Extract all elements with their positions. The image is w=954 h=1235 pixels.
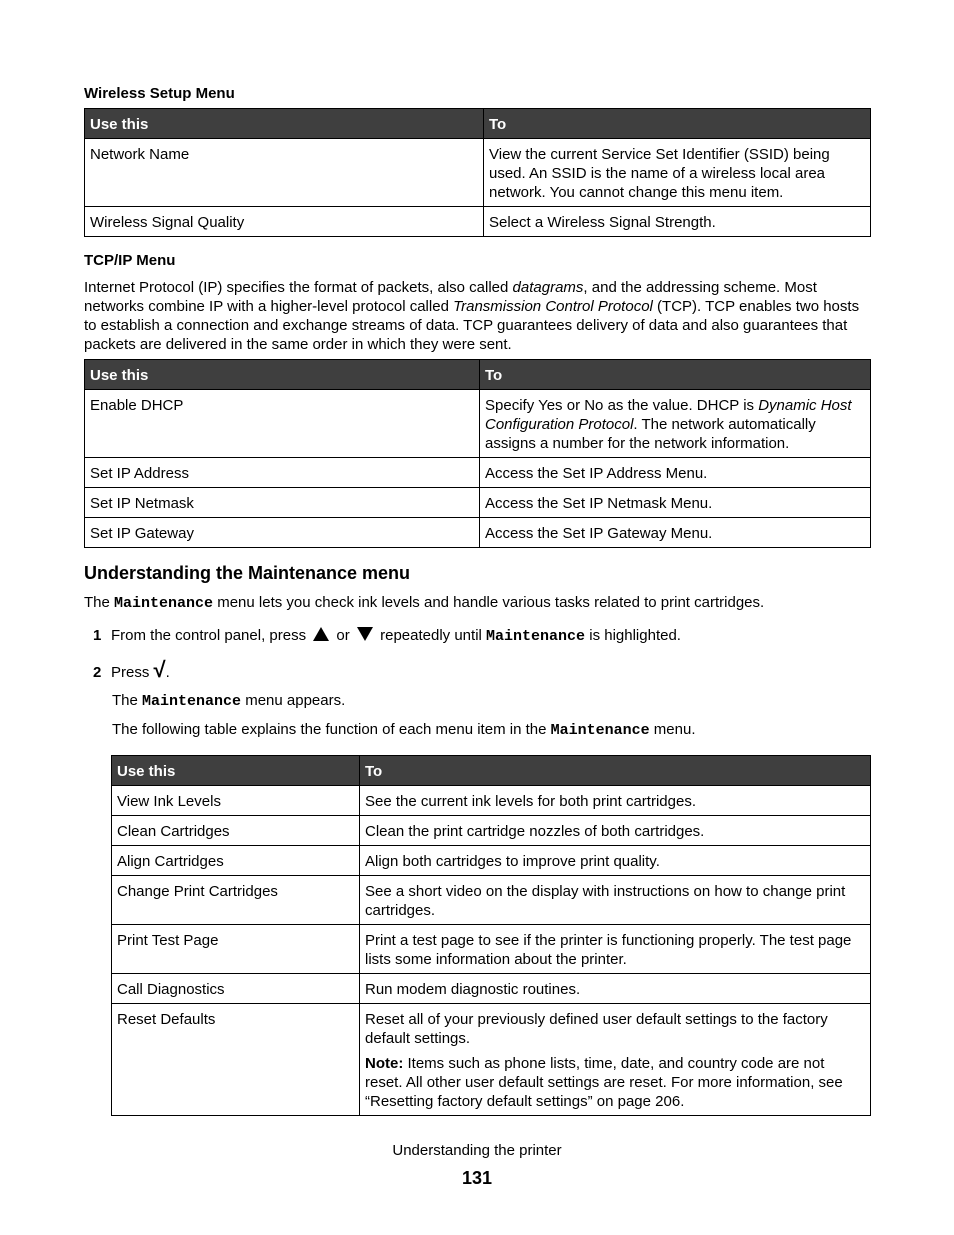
menu-item-description — [480, 390, 871, 458]
step-text: repeatedly until — [375, 627, 487, 644]
page-number: 131 — [461, 1168, 493, 1188]
menu-item-name: Print Test Page — [112, 925, 360, 974]
footer-chapter: Understanding the printer — [392, 1142, 562, 1159]
menu-code: Maintenance — [550, 722, 650, 739]
menu-code: Maintenance — [142, 693, 242, 710]
table-row — [112, 816, 871, 846]
step-2 — [93, 657, 170, 682]
menu-item-description: See the current ink levels for both print cartridges. — [360, 786, 871, 816]
menu-item-description: Select a Wireless Signal Strength. — [484, 207, 871, 237]
menu-item-description: Access the Set IP Gateway Menu. — [480, 518, 871, 548]
intro-text: The — [84, 594, 115, 611]
menu-item-description: Access the Set IP Netmask Menu. — [480, 488, 871, 518]
menu-item-description: View the current Service Set Identifier (SSID) being used. An SSID is the name of a wireless local area network. You cannot change this menu item. — [484, 139, 871, 207]
column-header-to: To — [360, 756, 871, 786]
menu-code: Maintenance — [114, 595, 214, 612]
tcpip-intro — [84, 278, 874, 354]
step-text: . — [165, 664, 170, 681]
table-header-row — [85, 109, 871, 139]
table-row — [85, 518, 871, 548]
step-text: From the control panel, press — [111, 627, 311, 644]
menu-code: Maintenance — [486, 628, 586, 645]
step-text: or — [332, 627, 354, 644]
table-row — [85, 390, 871, 458]
column-header-use-this: Use this — [85, 109, 484, 139]
step-1 — [93, 626, 681, 646]
menu-item-description: See a short video on the display with instructions on how to change print cartridges. — [360, 876, 871, 925]
intro-text: Internet Protocol (IP) specifies the format of packets, also called — [84, 279, 513, 296]
table-row — [112, 846, 871, 876]
menu-item-name: Set IP Address — [85, 458, 480, 488]
menu-item-description: Print a test page to see if the printer is functioning properly. The test page lists some information about the printer. — [360, 925, 871, 974]
tcpip-heading: TCP/IP Menu — [84, 252, 176, 269]
menu-item-name: Set IP Netmask — [85, 488, 480, 518]
column-header-to: To — [480, 360, 871, 390]
step-number: 2 — [93, 664, 102, 681]
table-row — [112, 974, 871, 1004]
wireless-heading: Wireless Setup Menu — [84, 85, 235, 102]
menu-item-name: View Ink Levels — [112, 786, 360, 816]
note — [365, 1054, 865, 1111]
intro-term-datagrams: datagrams — [512, 279, 584, 296]
description-term: Dynamic Host Configuration Protocol — [485, 397, 852, 433]
down-arrow-icon — [357, 627, 373, 641]
column-header-use-this: Use this — [112, 756, 360, 786]
note-text: Items such as phone lists, time, date, and country code are not reset. All other user default settings are reset. For more information, see “Resetting factory default settings” on page 206. — [365, 1055, 843, 1110]
description-text: Specify Yes or No as the value. DHCP is — [485, 397, 759, 414]
tcpip-table — [84, 359, 871, 548]
maintenance-intro — [84, 593, 764, 613]
table-row — [112, 876, 871, 925]
menu-item-name: Call Diagnostics — [112, 974, 360, 1004]
menu-item-description: Access the Set IP Address Menu. — [480, 458, 871, 488]
table-row — [85, 207, 871, 237]
menu-item-description: Align both cartridges to improve print quality. — [360, 846, 871, 876]
step-number: 1 — [93, 627, 102, 644]
menu-item-name: Wireless Signal Quality — [85, 207, 484, 237]
menu-item-description — [360, 1004, 871, 1116]
menu-item-name: Align Cartridges — [112, 846, 360, 876]
table-row — [112, 925, 871, 974]
menu-item-name: Change Print Cartridges — [112, 876, 360, 925]
table-row — [85, 458, 871, 488]
body-text: The following table explains the function of each menu item in the — [112, 721, 551, 738]
up-arrow-icon — [313, 627, 329, 641]
body-text: The — [112, 692, 143, 709]
intro-text: (TCP). TCP enables two hosts to establish a connection and exchange streams of data. TCP guarantees delivery of data and also guarantees that packets are delivered in the same order in which they were sent. — [84, 298, 860, 353]
menu-item-name: Network Name — [85, 139, 484, 207]
table-row — [112, 1004, 871, 1116]
table-row — [112, 786, 871, 816]
maintenance-title: Understanding the Maintenance menu — [84, 563, 411, 583]
column-header-to: To — [484, 109, 871, 139]
table-row — [85, 139, 871, 207]
wireless-table — [84, 108, 871, 237]
menu-item-name: Set IP Gateway — [85, 518, 480, 548]
table-header-row — [85, 360, 871, 390]
description-text: . The network automatically assigns a number for the network information. — [485, 416, 816, 452]
step-text: is highlighted. — [585, 627, 681, 644]
table-intro-text — [112, 720, 696, 740]
intro-text: , and the addressing scheme. Most networks combine IP with a higher-level protocol called — [84, 279, 817, 315]
column-header-use-this: Use this — [85, 360, 480, 390]
body-text: menu. — [649, 721, 696, 738]
intro-term-tcp: Transmission Control Protocol — [453, 298, 653, 315]
menu-appears-text — [112, 691, 345, 711]
checkmark-icon: √ — [153, 657, 166, 682]
table-header-row — [112, 756, 871, 786]
note-label: Note: — [365, 1055, 404, 1072]
description-text: Reset all of your previously defined user default settings to the factory default settings. — [365, 1011, 828, 1047]
maintenance-table — [111, 755, 871, 1116]
menu-item-name: Reset Defaults — [112, 1004, 360, 1116]
step-text: Press — [111, 664, 154, 681]
intro-text: menu lets you check ink levels and handle various tasks related to print cartridges. — [213, 594, 765, 611]
menu-item-description: Clean the print cartridge nozzles of both cartridges. — [360, 816, 871, 846]
menu-item-name: Enable DHCP — [85, 390, 480, 458]
body-text: menu appears. — [241, 692, 346, 709]
table-row — [85, 488, 871, 518]
menu-item-name: Clean Cartridges — [112, 816, 360, 846]
menu-item-description: Run modem diagnostic routines. — [360, 974, 871, 1004]
